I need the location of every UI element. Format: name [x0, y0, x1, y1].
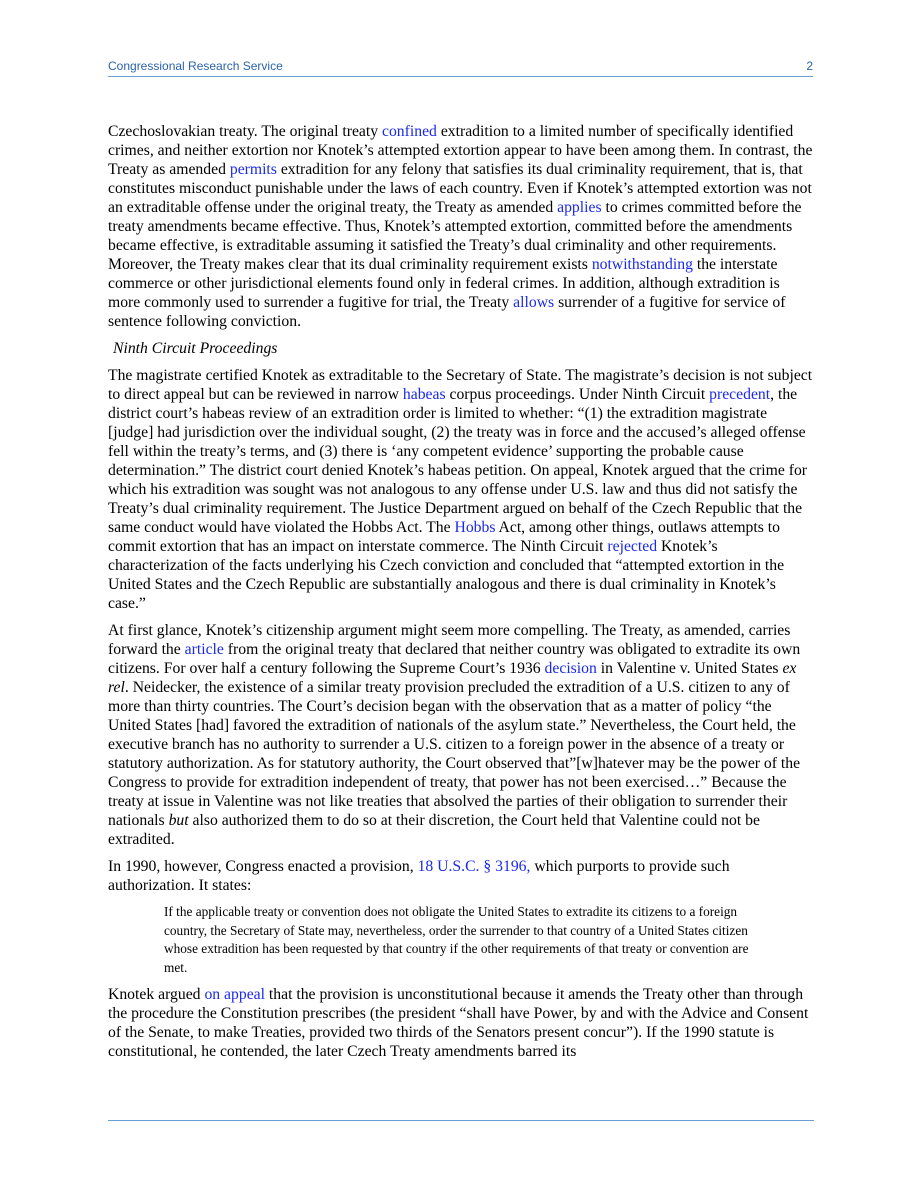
- link-notwithstanding[interactable]: notwithstanding: [591, 256, 693, 273]
- link-habeas[interactable]: habeas: [402, 386, 446, 403]
- link-decision[interactable]: decision: [544, 660, 597, 677]
- link-allows[interactable]: allows: [513, 294, 555, 311]
- page-header: [108, 58, 813, 77]
- statute-quote: If the applicable treaty or convention does not obligate the United States to extradite its citizens to a foreign country, the Secretary of State may, nevertheless, order the surrender to that country of a United States citizen whose extradition has been requested by that country if the other requirements of that treaty or convention are met.: [164, 904, 749, 975]
- document-body: [108, 122, 814, 1069]
- page-number: 2: [806, 59, 813, 73]
- paragraph-1: Czechoslovakian treaty. The original treaty confined extradition to a limited number of specifically identified crimes, and neither extortion nor Knotek’s attempted extortion appear to have been among them. In contrast, the Treaty as amended permits extradition for any felony that satisfies its dual criminality requirement, that is, that constitutes misconduct punishable under the laws of each country. Even if Knotek’s attempted extortion was not an extraditable offense under the original treaty, the Treaty as amended applies to crimes committed before the treaty amendments became effective. Thus, Knotek’s attempted extortion, committed before the amendments became effective, is extraditable assuming it satisfied the Treaty’s dual criminality and other requirements. Moreover, the Treaty makes clear that its dual criminality requirement exists notwithstanding the interstate commerce or other jurisdictional elements found only in federal crimes. In addition, although extradition is more commonly used to surrender a fugitive for trial, the Treaty allows surrender of a fugitive for service of sentence following conviction.: [108, 123, 813, 330]
- link-precedent[interactable]: precedent: [709, 386, 771, 403]
- link-article[interactable]: article: [184, 641, 224, 658]
- paragraph-3: At first glance, Knotek’s citizenship argument might seem more compelling. The Treaty, as amended, carries forward the article from the original treaty that declared that neither country was obligated to extradite its own citizens. For over half a century following the Supreme Court’s 1936 decision in Valentine v. United States ex rel. Neidecker, the existence of a similar treaty provision precluded the extradition of a U.S. citizen to any of more than thirty countries. The Court’s decision began with the observation that as a matter of policy “the United States [had] favored the extradition of nationals of the asylum state.” Nevertheless, the Court held, the executive branch has no authority to surrender a U.S. citizen to a foreign power in the absence of a treaty or statutory authorization. As for statutory authority, the Court observed that”[w]hatever may be the power of the Congress to provide for extradition independent of treaty, that power has not been exercised…” Because the treaty at issue in Valentine was not like treaties that absolved the parties of their obligation to surrender their nationals but also authorized them to do so at their discretion, the Court held that Valentine could not be extradited.: [108, 622, 801, 848]
- paragraph-2: The magistrate certified Knotek as extraditable to the Secretary of State. The magistrate’s decision is not subject to direct appeal but can be reviewed in narrow habeas corpus proceedings. Under Ninth Circuit precedent, the district court’s habeas review of an extradition order is limited to whether: “(1) the extradition magistrate [judge] had jurisdiction over the individual sought, (2) the treaty was in force and the accused’s alleged offense fell within the treaty’s terms, and (3) there is ‘any competent evidence’ supporting the probable cause determination.” The district court denied Knotek’s habeas petition. On appeal, Knotek argued that the crime for which his extradition was sought was not analogous to any offense under U.S. law and thus did not satisfy the Treaty’s dual criminality requirement. The Justice Department argued on behalf of the Czech Republic that the same conduct would have violated the Hobbs Act. The Hobbs Act, among other things, outlaws attempts to commit extortion that has an impact on interstate commerce. The Ninth Circuit rejected Knotek’s characterization of the facts underlying his Czech conviction and concluded that “attempted extortion in the United States and the Czech Republic are substantially analogous and there is dual criminality in Knotek’s case.”: [108, 367, 813, 612]
- link-applies[interactable]: applies: [557, 199, 602, 216]
- link-permits[interactable]: permits: [229, 161, 277, 178]
- link-confined[interactable]: confined: [382, 123, 437, 140]
- paragraph-4: In 1990, however, Congress enacted a provision, 18 U.S.C. § 3196, which purports to provide such authorization. It states:: [108, 858, 730, 894]
- link-on-appeal[interactable]: on appeal: [204, 986, 265, 1003]
- section-heading: Ninth Circuit Proceedings: [113, 340, 278, 357]
- paragraph-5: Knotek argued on appeal that the provision is unconstitutional because it amends the Treaty other than through the procedure the Constitution prescribes (the president “shall have Power, by and with the Advice and Consent of the Senate, to make Treaties, provided two thirds of the Senators present concur”). If the 1990 statute is constitutional, he contended, the later Czech Treaty amendments barred its: [108, 986, 809, 1060]
- link-usc-3196[interactable]: 18 U.S.C. § 3196,: [417, 858, 531, 875]
- link-rejected[interactable]: rejected: [607, 538, 658, 555]
- link-hobbs[interactable]: Hobbs: [454, 519, 496, 536]
- header-org: Congressional Research Service: [108, 59, 283, 73]
- footer-divider: [108, 1120, 814, 1121]
